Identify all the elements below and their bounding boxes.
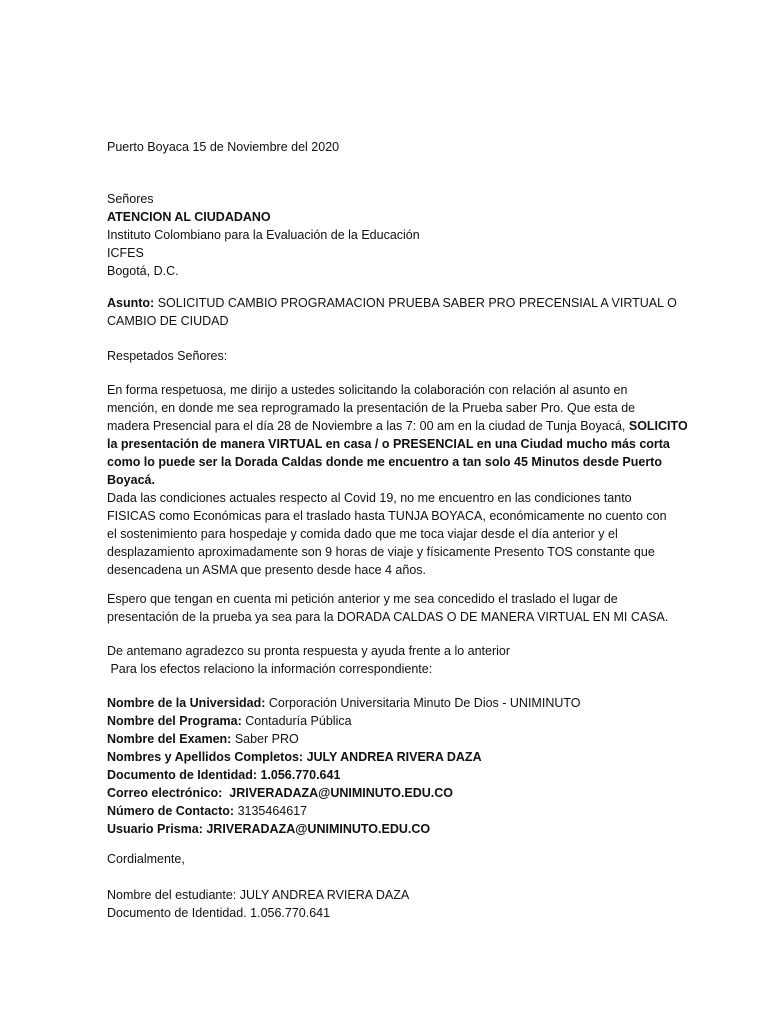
- subject-text-2: CAMBIO DE CIUDAD: [107, 314, 229, 328]
- subject-label: Asunto:: [107, 296, 155, 310]
- signature-id: Documento de Identidad. 1.056.770.641: [107, 906, 331, 920]
- paragraph-1: [107, 381, 688, 579]
- paragraph-2: [107, 590, 669, 626]
- paragraph-3: [107, 642, 634, 678]
- detail-university: [107, 694, 634, 712]
- detail-label: Nombre del Programa:: [107, 714, 242, 728]
- paragraph-1-line-2: mención, en donde me sea reprogramado la presentación de la Prueba saber Pro. Que esta de: [107, 401, 636, 415]
- paragraph-1-line-10: desplazamiento aproximadamente son 9 horas de viaje y físicamente Presento TOS constante que: [107, 545, 655, 559]
- detail-label: Correo electrónico:: [107, 786, 223, 800]
- detail-value: JRIVERADAZA@UNIMINUTO.EDU.CO: [222, 786, 454, 800]
- paragraph-3-line-1: De antemano agradezco su pronta respuesta y ayuda frente a lo anterior: [107, 644, 511, 658]
- paragraph-1-line-1: En forma respetuosa, me dirijo a ustedes solicitando la colaboración con relación al asunto en: [107, 383, 628, 397]
- paragraph-1-line-9: el sostenimiento para hospedaje y comida dado que me toca viajar desde el día anterior y el: [107, 527, 618, 541]
- detail-value: Corporación Universitaria Minuto De Dios - UNIMINUTO: [265, 696, 581, 710]
- signature-block: [107, 886, 634, 922]
- detail-label: Nombres y Apellidos Completos: JULY ANDREA RIVERA DAZA: [107, 750, 482, 764]
- detail-exam: [107, 730, 634, 748]
- detail-program: [107, 712, 634, 730]
- subject-block: [107, 294, 677, 330]
- subject-line-1: [107, 294, 677, 312]
- paragraph-1-line-8: FISICAS como Económicas para el traslado hasta TUNJA BOYACA, económicamente no cuento con: [107, 509, 667, 523]
- paragraph-1-line-3: [107, 417, 688, 435]
- detail-id-document: [107, 766, 634, 784]
- detail-value: Saber PRO: [231, 732, 299, 746]
- detail-prisma-user: [107, 820, 634, 838]
- recipient-institution: Instituto Colombiano para la Evaluación de la Educación: [107, 228, 420, 242]
- detail-label: Nombre del Examen:: [107, 732, 232, 746]
- greeting: Respetados Señores:: [107, 349, 228, 363]
- recipient-block: [107, 190, 634, 280]
- detail-email: [107, 784, 634, 802]
- recipient-salutation: Señores: [107, 192, 154, 206]
- detail-full-name: [107, 748, 634, 766]
- paragraph-1-line-3-text: madera Presencial para el día 28 de Noviembre a las 7: 00 am en la ciudad de Tunja Boyacá,: [107, 419, 626, 433]
- paragraph-3-line-2: Para los efectos relaciono la información correspondiente:: [107, 662, 433, 676]
- paragraph-1-solicito: SOLICITO: [628, 419, 688, 433]
- recipient-department: ATENCION AL CIUDADANO: [107, 210, 271, 224]
- signature-name: Nombre del estudiante: JULY ANDREA RVIERA DAZA: [107, 888, 410, 902]
- paragraph-1-line-11: desencadena un ASMA que presento desde hace 4 años.: [107, 563, 426, 577]
- paragraph-2-line-2: presentación de la prueba ya sea para la DORADA CALDAS O DE MANERA VIRTUAL EN MI CASA.: [107, 610, 669, 624]
- detail-contact-number: [107, 802, 634, 820]
- recipient-acronym: ICFES: [107, 246, 144, 260]
- paragraph-1-line-7: Dada las condiciones actuales respecto al Covid 19, no me encuentro en las condiciones tanto: [107, 491, 632, 505]
- subject-text-1: SOLICITUD CAMBIO PROGRAMACION PRUEBA SABER PRO PRECENSIAL A VIRTUAL O: [157, 296, 677, 310]
- detail-label: Número de Contacto:: [107, 804, 235, 818]
- detail-value: Contaduría Pública: [241, 714, 352, 728]
- detail-value: 3135464617: [234, 804, 308, 818]
- detail-label: Nombre de la Universidad:: [107, 696, 266, 710]
- paragraph-1-line-4: la presentación de manera VIRTUAL en casa / o PRESENCIAL en una Ciudad mucho más corta: [107, 437, 670, 451]
- detail-label: Usuario Prisma:: [107, 822, 203, 836]
- detail-label: Documento de Identidad: 1.056.770.641: [107, 768, 341, 782]
- date-block: [107, 138, 634, 156]
- closing: Cordialmente,: [107, 852, 185, 866]
- greeting-block: [107, 347, 634, 365]
- date-line: Puerto Boyaca 15 de Noviembre del 2020: [107, 140, 340, 154]
- paragraph-2-line-1: Espero que tengan en cuenta mi petición anterior y me sea concedido el traslado el lugar de: [107, 592, 618, 606]
- paragraph-1-line-6: Boyacá.: [107, 473, 155, 487]
- recipient-city: Bogotá, D.C.: [107, 264, 179, 278]
- paragraph-1-line-5: como lo puede ser la Dorada Caldas donde me encuentro a tan solo 45 Minutos desde Puerto: [107, 455, 662, 469]
- closing-block: [107, 850, 634, 868]
- detail-value: JRIVERADAZA@UNIMINUTO.EDU.CO: [202, 822, 431, 836]
- details-list: [107, 694, 634, 838]
